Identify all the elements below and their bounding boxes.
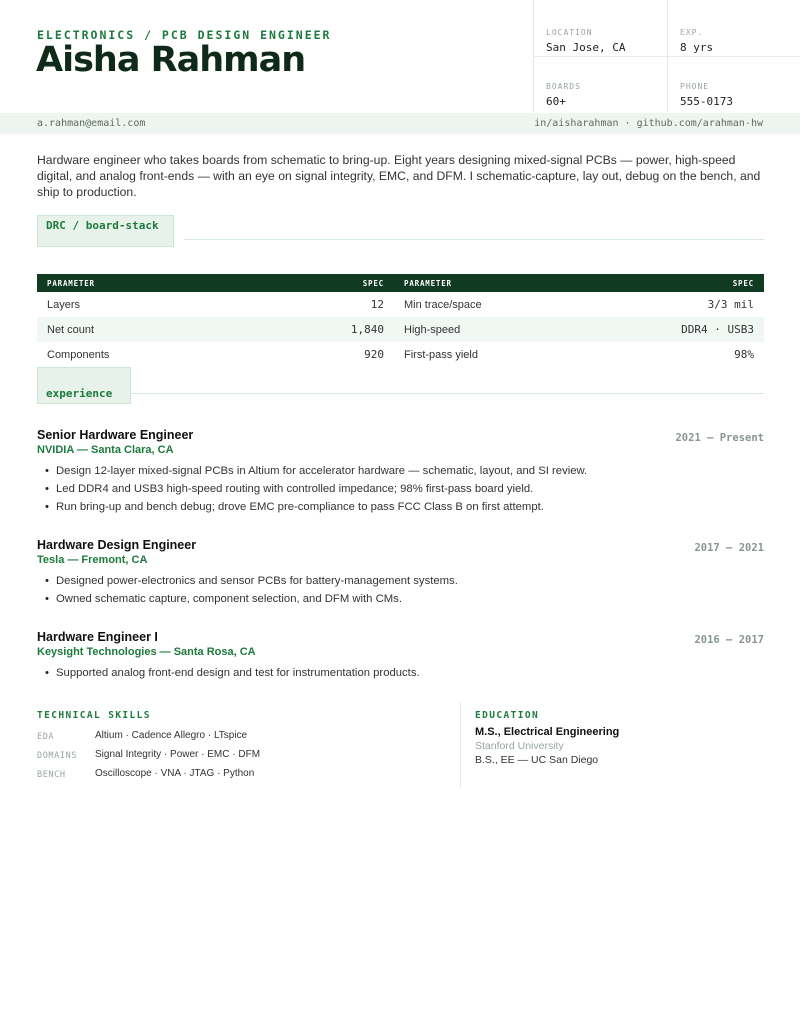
column-divider [460, 702, 461, 788]
col-header: SPEC [632, 274, 764, 292]
job-dates: 2016 — 2017 [694, 634, 764, 646]
job-entry [37, 538, 764, 608]
meta-value: 60+ [546, 95, 566, 108]
skill-value: Altium · Cadence Allegro · LTspice [95, 730, 248, 741]
section-tag-experience: experience [37, 367, 131, 404]
spec-cell: 1,840 [274, 317, 394, 342]
list-item: • Supported analog front-end design and test for instrumentation products. [37, 664, 764, 682]
meta-value: 555-0173 [680, 95, 733, 108]
job-dates: 2017 — 2021 [694, 542, 764, 554]
list-item: • Led DDR4 and USB3 high-speed routing with controlled impedance; 98% first-pass board yield. [37, 480, 764, 498]
param-cell: First-pass yield [404, 348, 478, 361]
job-entry [37, 428, 764, 516]
col-header: PARAMETER [37, 274, 274, 292]
meta-label: EXP. [680, 28, 704, 37]
email-link[interactable]: a.rahman@email.com [37, 118, 146, 129]
education [475, 710, 765, 766]
section-experience [37, 367, 131, 399]
degree-secondary: B.S., EE — UC San Diego [475, 754, 599, 766]
skills-title: TECHNICAL SKILLS [37, 710, 151, 721]
meta-boards [534, 56, 667, 112]
profile-links[interactable]: in/aisharahman · github.com/arahman-hw [534, 118, 763, 129]
list-item: • Designed power-electronics and sensor PCBs for battery-management systems. [37, 572, 764, 590]
spec-cell: 12 [370, 298, 384, 311]
meta-value: 8 yrs [680, 41, 714, 54]
table-row [37, 317, 764, 342]
job-title: Hardware Engineer I [37, 630, 158, 644]
meta-label: PHONE [680, 82, 710, 91]
spec-cell: 3/3 mil [707, 298, 754, 311]
spec-cell: 920 [364, 348, 384, 361]
job-company: Keysight Technologies — Santa Rosa, CA [37, 646, 256, 658]
technical-skills [37, 710, 447, 784]
skill-value: Signal Integrity · Power · EMC · DFM [95, 749, 261, 760]
job-dates: 2021 — Present [675, 432, 764, 444]
meta-experience [667, 0, 800, 56]
param-cell: High-speed [394, 317, 632, 342]
spec-table [37, 274, 764, 367]
col-header: SPEC [274, 274, 394, 292]
skill-key: DOMAINS [37, 751, 78, 761]
skill-row [37, 765, 447, 784]
skill-row [37, 746, 447, 765]
contact-bar [0, 113, 800, 134]
summary-text: Hardware engineer who takes boards from schematic to bring-up. Eight years designing mixed-signal PCBs — power, high-speed digital, and analog front-ends — with an eye on signal integrity, EMC, and DFM. I schematic-capture, lay out, debug on the bench, and ship to production. [37, 153, 761, 199]
spec-cell: 98% [734, 348, 754, 361]
param-cell: Components [47, 348, 110, 361]
meta-label: BOARDS [546, 82, 581, 91]
job-bullets [37, 572, 764, 608]
param-cell: Net count [37, 317, 274, 342]
param-cell: Layers [47, 298, 81, 311]
job-title: Senior Hardware Engineer [37, 428, 194, 442]
section-drc [37, 215, 174, 247]
section-tag-drc: DRC / board-stack [37, 215, 174, 247]
param-cell: Min trace/space [404, 298, 482, 311]
job-title: Hardware Design Engineer [37, 538, 197, 552]
skill-key: EDA [37, 732, 55, 742]
job-company: Tesla — Fremont, CA [37, 554, 148, 566]
spec-cell: DDR4 · USB3 [632, 317, 764, 342]
col-header: PARAMETER [394, 274, 632, 292]
table-row [37, 292, 764, 317]
meta-phone [667, 56, 800, 112]
section-divider [184, 239, 764, 240]
table-row [37, 342, 764, 367]
meta-value: San Jose, CA [546, 41, 626, 54]
job-bullets [37, 664, 764, 682]
school-name: Stanford University [475, 740, 564, 752]
meta-location [534, 0, 667, 56]
skill-value: Oscilloscope · VNA · JTAG · Python [95, 768, 255, 779]
candidate-name: Aisha Rahman [36, 40, 306, 80]
list-item: • Design 12-layer mixed-signal PCBs in Altium for accelerator hardware — schematic, layout, and SI review. [37, 462, 764, 480]
skill-key: BENCH [37, 770, 66, 780]
section-divider [131, 393, 764, 394]
degree-primary: M.S., Electrical Engineering [475, 726, 620, 738]
skill-row [37, 727, 447, 746]
meta-label: LOCATION [546, 28, 593, 37]
resume-header [0, 0, 800, 113]
job-bullets [37, 462, 764, 516]
list-item: • Run bring-up and bench debug; drove EMC pre-compliance to pass FCC Class B on first attempt. [37, 498, 764, 516]
job-company: NVIDIA — Santa Clara, CA [37, 444, 174, 456]
meta-grid [533, 0, 800, 113]
job-entry [37, 630, 764, 682]
list-item: • Owned schematic capture, component selection, and DFM with CMs. [37, 590, 764, 608]
job-role: ELECTRONICS / PCB DESIGN ENGINEER [37, 28, 332, 42]
education-title: EDUCATION [475, 710, 540, 721]
